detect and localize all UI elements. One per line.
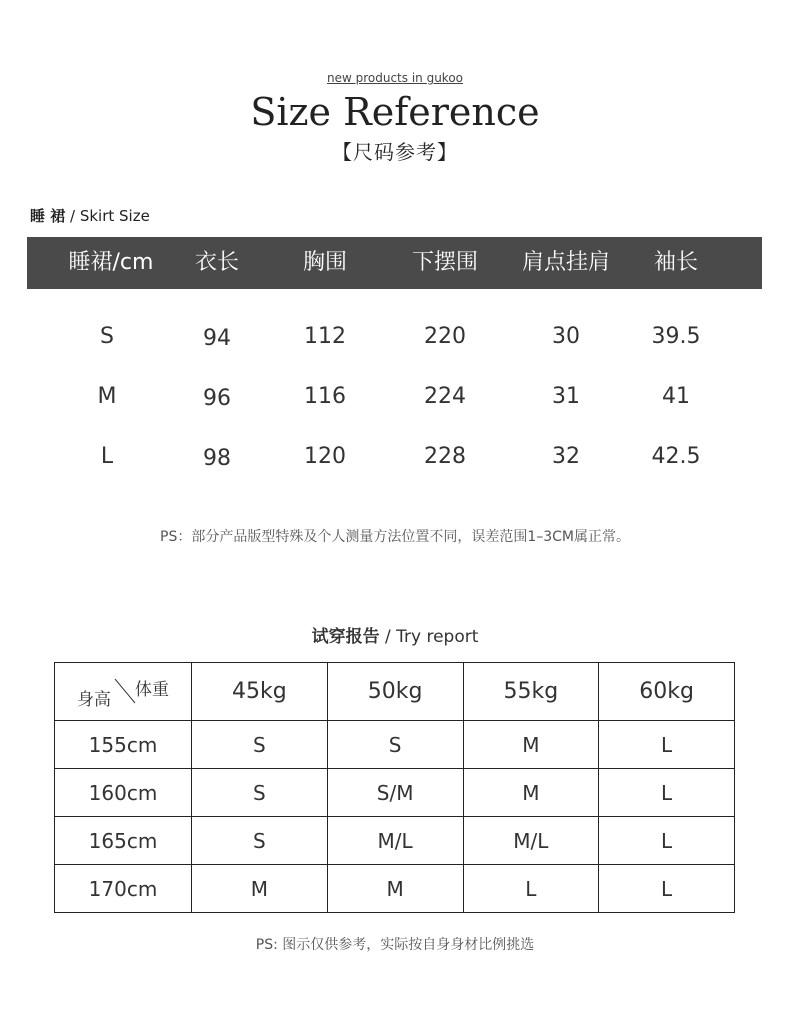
size-result-cell: M	[192, 865, 328, 913]
corner-weight-label: 体重	[135, 680, 169, 700]
size-cell: 228	[424, 444, 466, 469]
size-result-cell: L	[599, 769, 735, 817]
weight-header: 50kg	[327, 663, 463, 721]
tagline: new products in gukoo	[326, 71, 464, 85]
size-result-cell: L	[463, 865, 599, 913]
try-table-row	[55, 769, 735, 817]
size-result-cell: S/M	[327, 769, 463, 817]
size-cell: 98	[203, 446, 231, 471]
height-cell: 155cm	[55, 721, 192, 769]
size-result-cell: M/L	[463, 817, 599, 865]
weight-header: 45kg	[192, 663, 328, 721]
size-result-cell: L	[599, 721, 735, 769]
size-cell: 39.5	[651, 324, 701, 349]
size-cell: 30	[552, 324, 580, 349]
size-cell: 116	[304, 384, 346, 409]
size-cell: L	[100, 444, 114, 469]
size-col-header: 胸围	[302, 250, 348, 275]
skirt-section-label	[30, 205, 150, 226]
skirt-label-en: / Skirt Size	[65, 207, 150, 225]
page-title: Size Reference	[250, 90, 540, 134]
size-result-cell: S	[192, 817, 328, 865]
try-report-table	[54, 662, 735, 913]
size-cell: 224	[424, 384, 466, 409]
try-report-title	[0, 622, 790, 647]
try-table-row	[55, 721, 735, 769]
try-table-row	[55, 865, 735, 913]
size-cell: 32	[552, 444, 580, 469]
size-cell: 220	[424, 324, 466, 349]
size-cell: S	[100, 324, 114, 349]
diagonal-divider	[55, 663, 191, 720]
size-result-cell: L	[599, 817, 735, 865]
size-result-cell: M	[327, 865, 463, 913]
size-result-cell: S	[192, 721, 328, 769]
height-cell: 165cm	[55, 817, 192, 865]
try-title-en: / Try report	[379, 627, 479, 647]
measurement-note: PS：部分产品版型特殊及个人测量方法位置不同，误差范围1–3CM属正常。	[160, 529, 630, 545]
try-title-cn: 试穿报告	[311, 627, 380, 647]
weight-header: 55kg	[463, 663, 599, 721]
page-subtitle: 【尺码参考】	[332, 140, 458, 164]
corner-cell	[55, 663, 192, 721]
try-report-note: PS: 图示仅供参考，实际按自身身材比例挑选	[255, 937, 535, 953]
size-cell: 31	[552, 384, 580, 409]
size-cell: M	[97, 384, 117, 409]
size-cell: 120	[304, 444, 346, 469]
size-result-cell: M	[463, 769, 599, 817]
size-col-header: 睡裙/cm	[68, 250, 154, 275]
size-table-header	[27, 237, 762, 289]
size-cell: 94	[203, 326, 231, 351]
size-col-header: 袖长	[653, 250, 699, 275]
height-cell: 170cm	[55, 865, 192, 913]
size-col-header: 下摆围	[411, 250, 479, 275]
size-result-cell: M	[463, 721, 599, 769]
try-table-header-row	[55, 663, 735, 721]
skirt-label-cn: 睡 裙	[30, 207, 66, 225]
size-cell: 42.5	[651, 444, 701, 469]
size-result-cell: S	[327, 721, 463, 769]
size-cell: 96	[203, 386, 231, 411]
size-cell: 41	[662, 384, 690, 409]
size-col-header: 衣长	[194, 250, 240, 275]
try-table-row	[55, 817, 735, 865]
size-result-cell: M/L	[327, 817, 463, 865]
size-result-cell: L	[599, 865, 735, 913]
height-cell: 160cm	[55, 769, 192, 817]
size-cell: 112	[304, 324, 346, 349]
weight-header: 60kg	[599, 663, 735, 721]
size-col-header: 肩点挂肩	[521, 250, 611, 275]
size-result-cell: S	[192, 769, 328, 817]
corner-height-label: 身高	[77, 690, 111, 710]
